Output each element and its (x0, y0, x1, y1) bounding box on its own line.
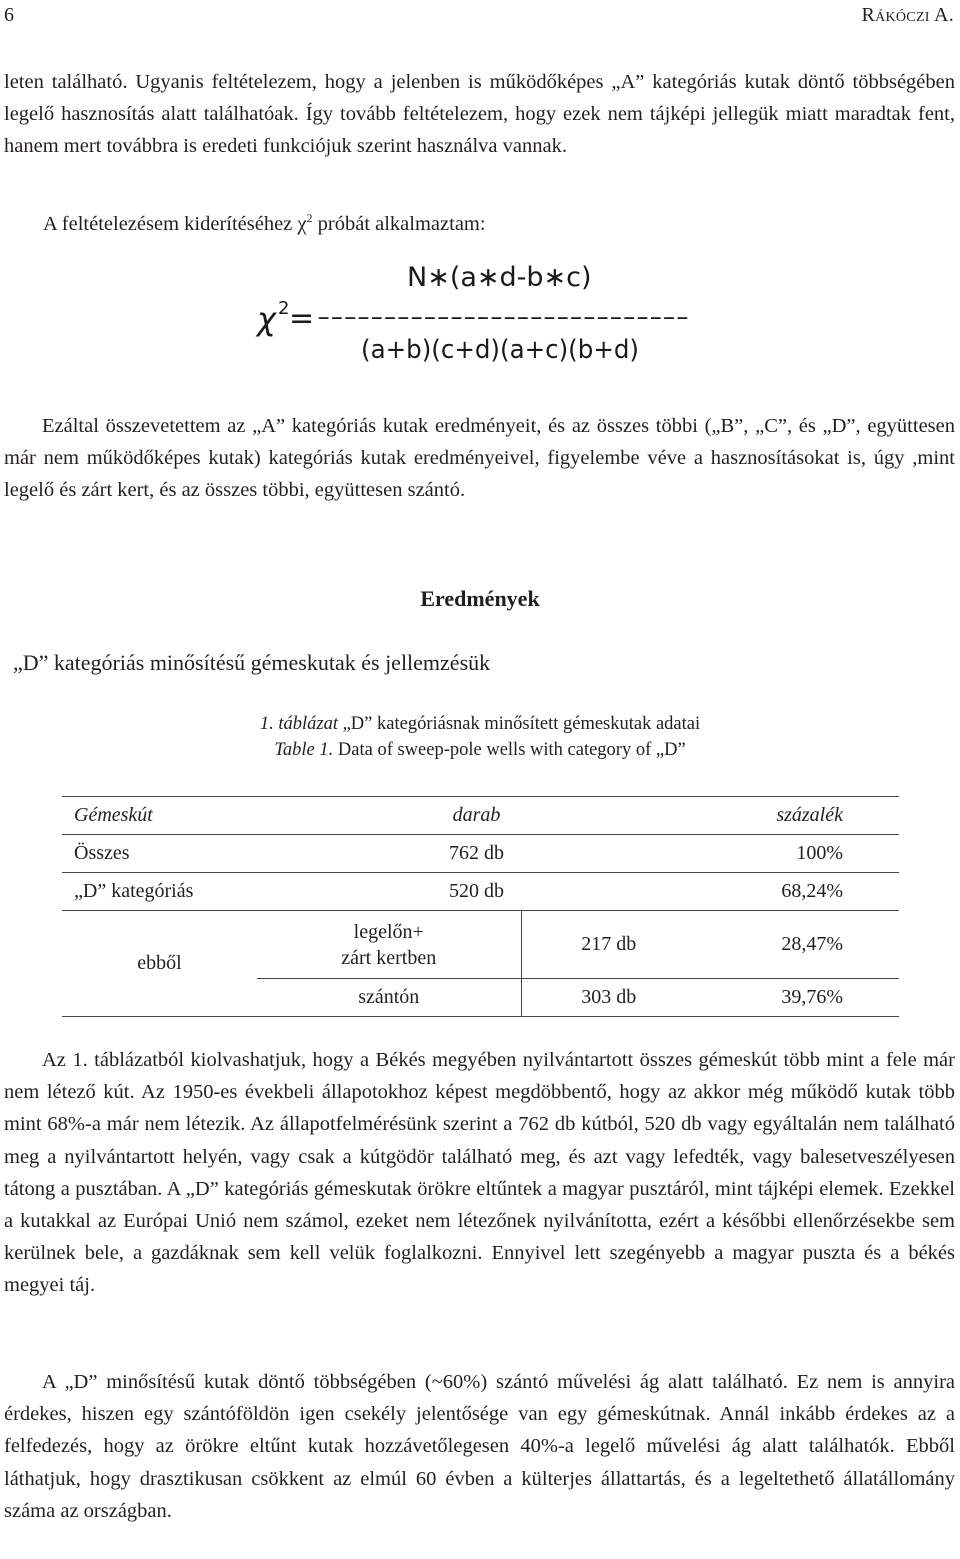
row-percent: 68,24% (696, 873, 899, 911)
formula-lhs: χ (257, 300, 276, 338)
page-number: 6 (4, 4, 14, 26)
section-subheading: „D” kategóriás minősítésű gémeskutak és jellemzésük (13, 650, 491, 675)
row-label: Összes (62, 835, 257, 873)
paragraph-discussion: A „D” minősítésű kutak döntő többségében (~60%) szántó művelési ág alatt található. Ez nem is annyira érdekes, hiszen egy szántóföldön igen csekély jelentősége van egy gémeskútnak. Annál inkább érdekes az a felfedezés, hogy az örökre eltűnt kutak hozzávetőlegesen 40%-a legelő művelési ág alatt találhatók. Ebből láthatjuk, hogy drasztikusan csökkent az elmúl 60 évben a külterjes állattartás, és a legeltethető állatállomány száma az országban. (4, 1371, 955, 1522)
header-cell-szazalek: százalék (696, 797, 899, 835)
formula-lhs-sup: 2 (278, 298, 290, 319)
formula-numerator: N∗(a∗d-b∗c) (407, 262, 592, 293)
subrow-label-line2: zárt kertben (341, 946, 437, 969)
running-head-author: Rákóczi A. (861, 4, 954, 26)
row-label: „D” kategóriás (62, 873, 257, 911)
caption-en-label: Table 1. (274, 740, 334, 760)
caption-hu-text: „D” kategóriásnak minősített gémeskutak adatai (337, 714, 701, 734)
subrow-percent: 39,76% (696, 979, 899, 1017)
paragraph-results: Az 1. táblázatból kiolvashatjuk, hogy a Békés megyében nyilvántartott összes gémeskút több mint a fele már nem létező kút. Az 1950-es évekbeli állapotokhoz képest megdöbbentő, hogy az akkor még működő kutak több mint 68%-a már nem létezik. Az állapotfelmérésünk szerint a 762 db kútból, 520 db vagy egyáltalán nem található meg a nyilvántartott helyén, vagy csak a kútgödör található meg, és azt vagy lefedték, vagy balesetveszélyesen tátong a pusztában. A „D” kategóriás gémeskutak örökre eltűntek a magyar pusztáról, mint tájképi elemek. Ezekkel a kutakkal az Európai Unió nem számol, ezeket nem létezőnek nyilvánította, ezért a későbbi ellenőrzésekbe sem kerülnek bele, a gazdáknak sem kell velük foglalkozni. Ennyivel lett szegényebb a magyar puszta és a békés megyei táj. (4, 1049, 955, 1297)
header-cell-darab: darab (257, 797, 696, 835)
group-label-ebbol: ebből (62, 911, 257, 1017)
subrow-percent: 28,47% (696, 911, 899, 979)
subrow-label: szántón (257, 979, 521, 1017)
table-caption-en (0, 740, 960, 761)
chi-text-before: A feltételezésem kiderítéséhez χ (43, 212, 307, 235)
section-heading: Eredmények (420, 586, 540, 611)
header-cell-gemeskut: Gémeskút (62, 797, 257, 835)
formula-dashes: ---------------------------- (317, 305, 689, 330)
paragraph-comparison: Ezáltal összevetettem az „A” kategóriás kutak eredményeit, és az összes többi („B”, „C”, és „D”, együttesen már nem működőképes kutak) kategóriás kutak eredményeivel, figyelembe véve a hasznosításokat is, úgy ,mint legelő és zárt kert, és az összes többi, együttesen szántó. (4, 415, 955, 502)
subrow-count: 217 db (521, 911, 696, 979)
row-percent: 100% (696, 835, 899, 873)
paragraph-intro: leten található. Ugyanis feltételezem, hogy a jelenben is működőképes „A” kategóriás kutak döntő többségében legelő hasznosítás alatt találhatóak. Így tovább feltételezem, hogy ezek nem tájképi jellegük miatt maradtak fent, hanem mert továbbra is eredeti funkciójuk szerint használva vannak. (4, 71, 955, 158)
chi-sup: 2 (306, 211, 313, 225)
formula-equals: = (289, 301, 315, 336)
table-row (62, 873, 899, 911)
row-count: 762 db (257, 835, 696, 873)
chi-square-formula (255, 258, 705, 368)
data-table (62, 796, 899, 1017)
paragraph-chi-square (43, 202, 955, 240)
subrow-count: 303 db (521, 979, 696, 1017)
formula-denominator: (a+b)(c+d)(a+c)(b+d) (361, 335, 639, 365)
table-header-row (62, 797, 899, 835)
row-count: 520 db (257, 873, 696, 911)
table-row (62, 911, 899, 979)
subrow-label (257, 911, 521, 979)
caption-hu-label: 1. táblázat (259, 714, 338, 734)
subrow-label-line1: legelőn+ (353, 920, 424, 943)
chi-text-after: próbát alkalmaztam: (312, 212, 486, 235)
caption-en-text: Data of sweep-pole wells with category of „D” (333, 740, 686, 760)
table-caption-hu (0, 714, 960, 735)
table-row (62, 835, 899, 873)
